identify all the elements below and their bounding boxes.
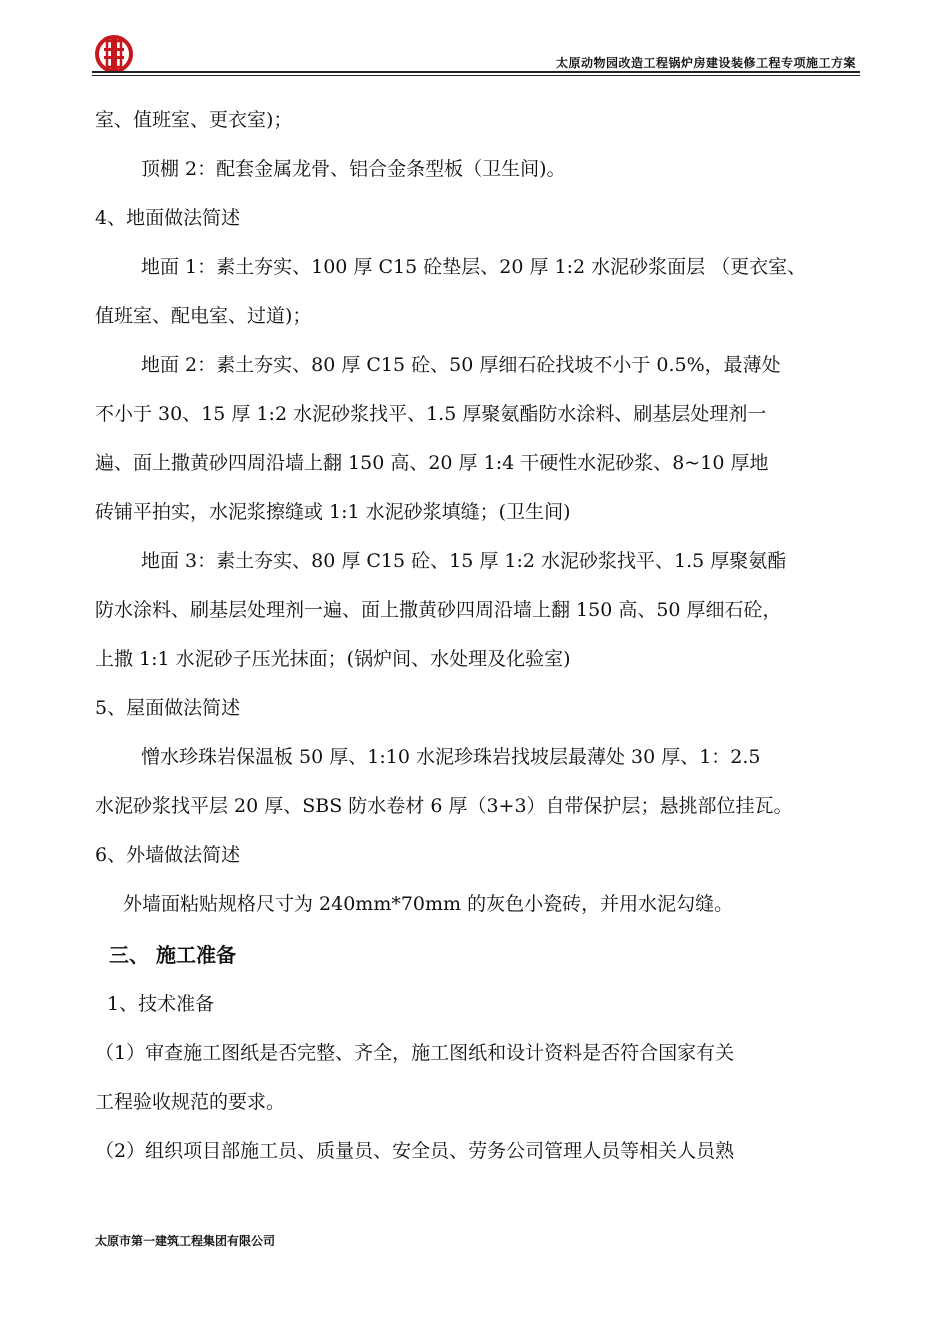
- text-line: 憎水珍珠岩保温板 50 厚、1:10 水泥珍珠岩找坡层最薄处 30 厚、1：2.5: [141, 746, 761, 768]
- text-line: 外墙面粘贴规格尺寸为 240mm*70mm 的灰色小瓷砖，并用水泥勾缝。: [123, 893, 734, 915]
- text-line: 地面 1：素土夯实、100 厚 C15 砼垫层、20 厚 1:2 水泥砂浆面层 （更衣室、: [141, 256, 807, 278]
- document-header-title: 太原动物园改造工程锅炉房建设装修工程专项施工方案: [555, 56, 856, 70]
- text-line: 室、值班室、更衣室)；: [95, 109, 293, 131]
- header-divider-thin: [92, 75, 860, 76]
- text-line: 遍、面上撒黄砂四周沿墙上翻 150 高、20 厚 1:4 干硬性水泥砂浆、8~10 厚地: [95, 452, 769, 474]
- text-line: 值班室、配电室、过道)；: [95, 305, 312, 327]
- header-divider-thick: [92, 71, 860, 73]
- subsection-heading: 6、外墙做法简述: [95, 844, 241, 866]
- text-line: 砖铺平拍实，水泥浆擦缝或 1:1 水泥砂浆填缝；(卫生间): [95, 501, 571, 523]
- page-footer-company: 太原市第一建筑工程集团有限公司: [95, 1234, 276, 1248]
- document-body: [95, 96, 863, 1176]
- text-line: 地面 2：素土夯实、80 厚 C15 砼、50 厚细石砼找坡不小于 0.5%，最薄处: [141, 354, 781, 376]
- company-logo-icon: [94, 34, 134, 74]
- text-line: （1）审查施工图纸是否完整、齐全，施工图纸和设计资料是否符合国家有关: [95, 1042, 735, 1064]
- subsection-heading: 1、技术准备: [107, 993, 215, 1015]
- text-line: （2）组织项目部施工员、质量员、安全员、劳务公司管理人员等相关人员熟: [95, 1140, 735, 1162]
- text-line: 顶棚 2：配套金属龙骨、铝合金条型板（卫生间)。: [141, 158, 566, 180]
- text-line: 不小于 30、15 厚 1:2 水泥砂浆找平、1.5 厚聚氨酯防水涂料、刷基层处理剂一: [95, 403, 767, 425]
- subsection-heading: 5、屋面做法简述: [95, 697, 241, 719]
- text-line: 工程验收规范的要求。: [95, 1091, 286, 1113]
- page-header: [92, 28, 860, 74]
- section-heading: 三、 施工准备: [109, 943, 236, 967]
- subsection-heading: 4、地面做法简述: [95, 207, 241, 229]
- text-line: 地面 3：素土夯实、80 厚 C15 砼、15 厚 1:2 水泥砂浆找平、1.5 厚聚氨酯: [141, 550, 787, 572]
- text-line: 防水涂料、刷基层处理剂一遍、面上撒黄砂四周沿墙上翻 150 高、50 厚细石砼，: [95, 599, 782, 621]
- text-line: 上撒 1:1 水泥砂子压光抹面；(锅炉间、水处理及化验室): [95, 648, 571, 670]
- text-line: 水泥砂浆找平层 20 厚、SBS 防水卷材 6 厚（3+3）自带保护层；悬挑部位挂瓦。: [95, 795, 793, 817]
